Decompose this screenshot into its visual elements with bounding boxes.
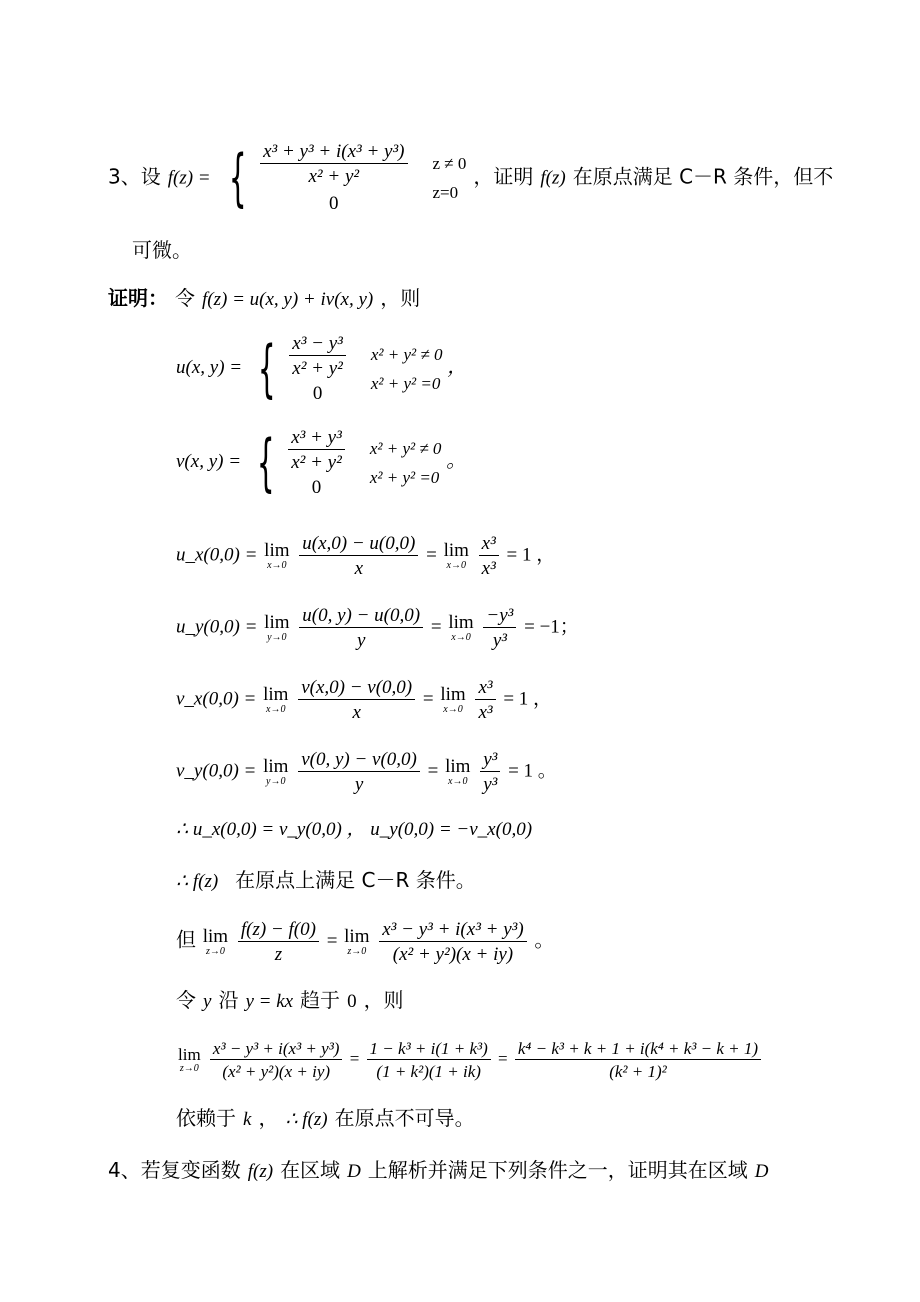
uy-derivation: u_y(0,0) = lim y→0 $\frac{u(0, y) - u(0,0)}{y}$ = lim x→0 $\frac{\text{−y³}}{\text{y³}}$ = −1；	[176, 605, 579, 651]
case2-value: 0	[329, 193, 339, 214]
left-brace: {	[228, 140, 247, 214]
vx-derivation: v_x(0,0) = lim x→0 $\frac{v(x,0) - v(0,0)}{x}$ = lim x→0 $\frac{\text{x³}}{\text{x³}}$ = 1 ，	[176, 677, 553, 723]
case1-fraction: $\frac{\text{x³ + y³ + i(x³ + y³)}}{\text{x² + y²}}$	[260, 142, 407, 186]
depends-on-k: 依赖于 k ， ∴ f(z) 在原点不可导。	[176, 1106, 475, 1130]
problem-3-number: 3、设	[108, 164, 161, 189]
f-definition-lhs: f(z) =	[167, 167, 211, 189]
therefore-cr-satisfied: ∴ f(z) 在原点上满足 C－R 条件。	[176, 868, 476, 892]
v-definition: v(x, y) = { $\frac{\text{x³ + y³}}{\text{x² + y²}}$ 0 x² + y² ≠ 0 x² + y² =0 。	[176, 425, 467, 499]
problem-3-statement: 3、设 f(z) = { $\frac{\text{x³ + y³ + i(x³ + y³)}}{\text{x² + y²}}$ 0 z ≠ 0 z=0 ，证明 f(z) 在原点满足 C－R 条件，但不	[108, 140, 834, 214]
path-limit-expression: lim z→0 $\frac{\text{x³ − y³ + i(x³ + y³)}}{\text{(x² + y²)(x + iy)}}$ = $\frac{\text{1 − k³ + i(1 + k³)}}{\text{(1 + k²)(1 + ik)}}$ = $\frac{\text{k⁴ − k³ + k + 1 + i(k⁴ + k³ − k + 1)}}{\text{(k² + 1)²}}$	[176, 1040, 764, 1080]
proof-intro: 证明： 令 f(z) = u(x, y) + iv(x, y) ，则	[108, 286, 421, 310]
ux-derivation: u_x(0,0) = lim x→0 $\frac{u(x,0) - u(0,0)}{x}$ = lim x→0 $\frac{\text{x³}}{\text{x³}}$ = 1 ，	[176, 533, 556, 579]
therefore-cr-equalities: ∴ u_x(0,0) = v_y(0,0) ， u_y(0,0) = −v_x(0,0)	[176, 819, 533, 840]
problem-4-statement: 4、若复变函数 f(z) 在区域 D 上解析并满足下列条件之一，证明其在区域 D	[108, 1158, 769, 1182]
condition-2: z=0	[432, 182, 459, 202]
proof-label: 证明：	[108, 286, 168, 310]
u-definition: u(x, y) = { $\frac{\text{x³ − y³}}{\text{x² + y²}}$ 0 x² + y² ≠ 0 x² + y² =0 ，	[176, 331, 468, 405]
vy-derivation: v_y(0,0) = lim y→0 $\frac{v(0, y) - v(0,0)}{y}$ = lim x→0 $\frac{\text{y³}}{\text{y³}}$ = 1 。	[176, 749, 557, 795]
piecewise-f	[218, 142, 467, 213]
path-substitution: 令 y 沿 y = kx 趋于 0 ，则	[176, 988, 404, 1012]
condition-1: z ≠ 0	[432, 153, 467, 173]
difference-quotient: 但 lim z→0 $\frac{f(z) - f(0)}{z}$ = lim z→0 $\frac{\text{x³ − y³ + i(x³ + y³)}}{\text{(x² + y²)(x + iy)}}$ 。	[176, 919, 555, 965]
problem-3-continuation: 可微。	[132, 238, 192, 262]
